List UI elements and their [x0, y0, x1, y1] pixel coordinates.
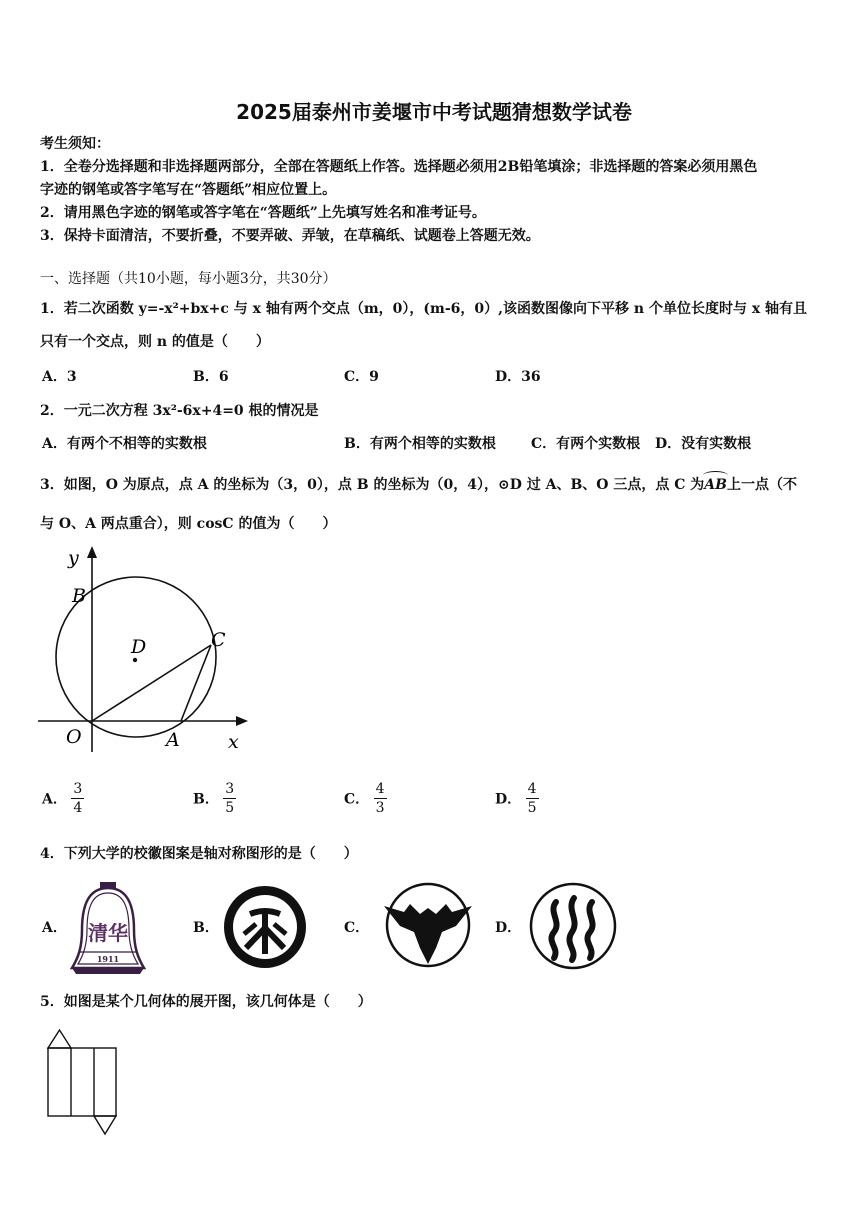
svg-text:清华: 清华: [88, 921, 128, 945]
wave-emblem-icon: [528, 882, 618, 970]
fraction: $\frac{3}{5}$: [225, 781, 235, 816]
q1-option-d[interactable]: D．36: [495, 369, 541, 385]
notice-item: 字迹的钢笔或答字笔写在“答题纸”相应位置上。: [40, 182, 337, 198]
question-3-line: 与 O、A 两点重合），则 cosC 的值为（ ）: [40, 516, 337, 532]
eagle-emblem-icon: [380, 882, 476, 968]
q2-option-a[interactable]: A．有两个不相等的实数根: [42, 436, 207, 452]
fraction: $\frac{3}{4}$: [73, 781, 83, 816]
point-c-label: C: [211, 629, 226, 651]
question-4-stem: 4．下列大学的校徽图案是轴对称图形的是（ ）: [40, 846, 358, 862]
q3-option-c[interactable]: C． $\frac{4}{3}$: [344, 781, 385, 816]
point-o-label: O: [66, 726, 82, 748]
point-d-label: D: [131, 636, 147, 658]
q3-option-d[interactable]: D． $\frac{4}{5}$: [495, 781, 537, 816]
y-axis-label: y: [68, 547, 79, 569]
question-3-line: 3．如图，O 为原点，点 A 的坐标为（3，0），点 B 的坐标为（0，4），⊙D 过 A、B、O 三点，点 C 为AB上一点（不: [40, 477, 797, 493]
q4-option-b-label[interactable]: B．: [193, 920, 219, 936]
q4-option-c-label[interactable]: C．: [344, 920, 370, 936]
notice-item: 2．请用黑色字迹的钢笔或答字笔在“答题纸”上先填写姓名和准考证号。: [40, 205, 486, 221]
question-5-stem: 5．如图是某个几何体的展开图，该几何体是（ ）: [40, 994, 372, 1010]
notice-heading: 考生须知：: [40, 136, 110, 152]
fraction: $\frac{4}{5}$: [527, 781, 537, 816]
notice-item: 3．保持卡面清洁，不要折叠，不要弄破、弄皱，在草稿纸、试题卷上答题无效。: [40, 228, 540, 244]
x-axis-label: x: [228, 731, 239, 753]
point-b-label: B: [72, 585, 86, 607]
circle-coordinate-figure: [38, 540, 258, 755]
q2-option-d[interactable]: D．没有实数根: [655, 436, 752, 452]
section-heading: 一、选择题（共10小题，每小题3分，共30分）: [40, 271, 337, 287]
svg-text:1911: 1911: [96, 954, 120, 964]
q2-option-c[interactable]: C．有两个实数根: [531, 436, 641, 452]
q3-option-b[interactable]: B． $\frac{3}{5}$: [193, 781, 235, 816]
arc-ab-symbol: AB: [704, 477, 727, 493]
q2-option-b[interactable]: B．有两个相等的实数根: [344, 436, 496, 452]
q4-option-a-label[interactable]: A．: [42, 920, 67, 936]
q3-option-a[interactable]: A． $\frac{3}{4}$: [42, 781, 83, 816]
peking-university-emblem-icon: [220, 884, 310, 970]
point-a-label: A: [166, 729, 180, 751]
notice-item: 1．全卷分选择题和非选择题两部分，全部在答题纸上作答。选择题必须用2B铅笔填涂；非选择题的答案必须用黑色: [40, 159, 758, 175]
question-1-line: 只有一个交点，则 n 的值是（ ）: [40, 334, 270, 350]
prism-net-figure: [40, 1026, 124, 1138]
question-2-stem: 2．一元二次方程 3x²-6x+4=0 根的情况是: [40, 403, 319, 419]
question-1-line: 1．若二次函数 y=-x²+bx+c 与 x 轴有两个交点（m，0），(m-6，0）,该函数图像向下平移 n 个单位长度时与 x 轴有且: [40, 301, 808, 317]
q1-option-b[interactable]: B．6: [193, 369, 229, 385]
q1-option-a[interactable]: A．3: [42, 369, 77, 385]
q4-option-d-label[interactable]: D．: [495, 920, 522, 936]
fraction: $\frac{4}{3}$: [375, 781, 385, 816]
q1-option-c[interactable]: C．9: [344, 369, 379, 385]
page-title: 2025届泰州市姜堰市中考试题猜想数学试卷: [236, 100, 632, 124]
tsinghua-bell-emblem-icon: [70, 880, 146, 976]
